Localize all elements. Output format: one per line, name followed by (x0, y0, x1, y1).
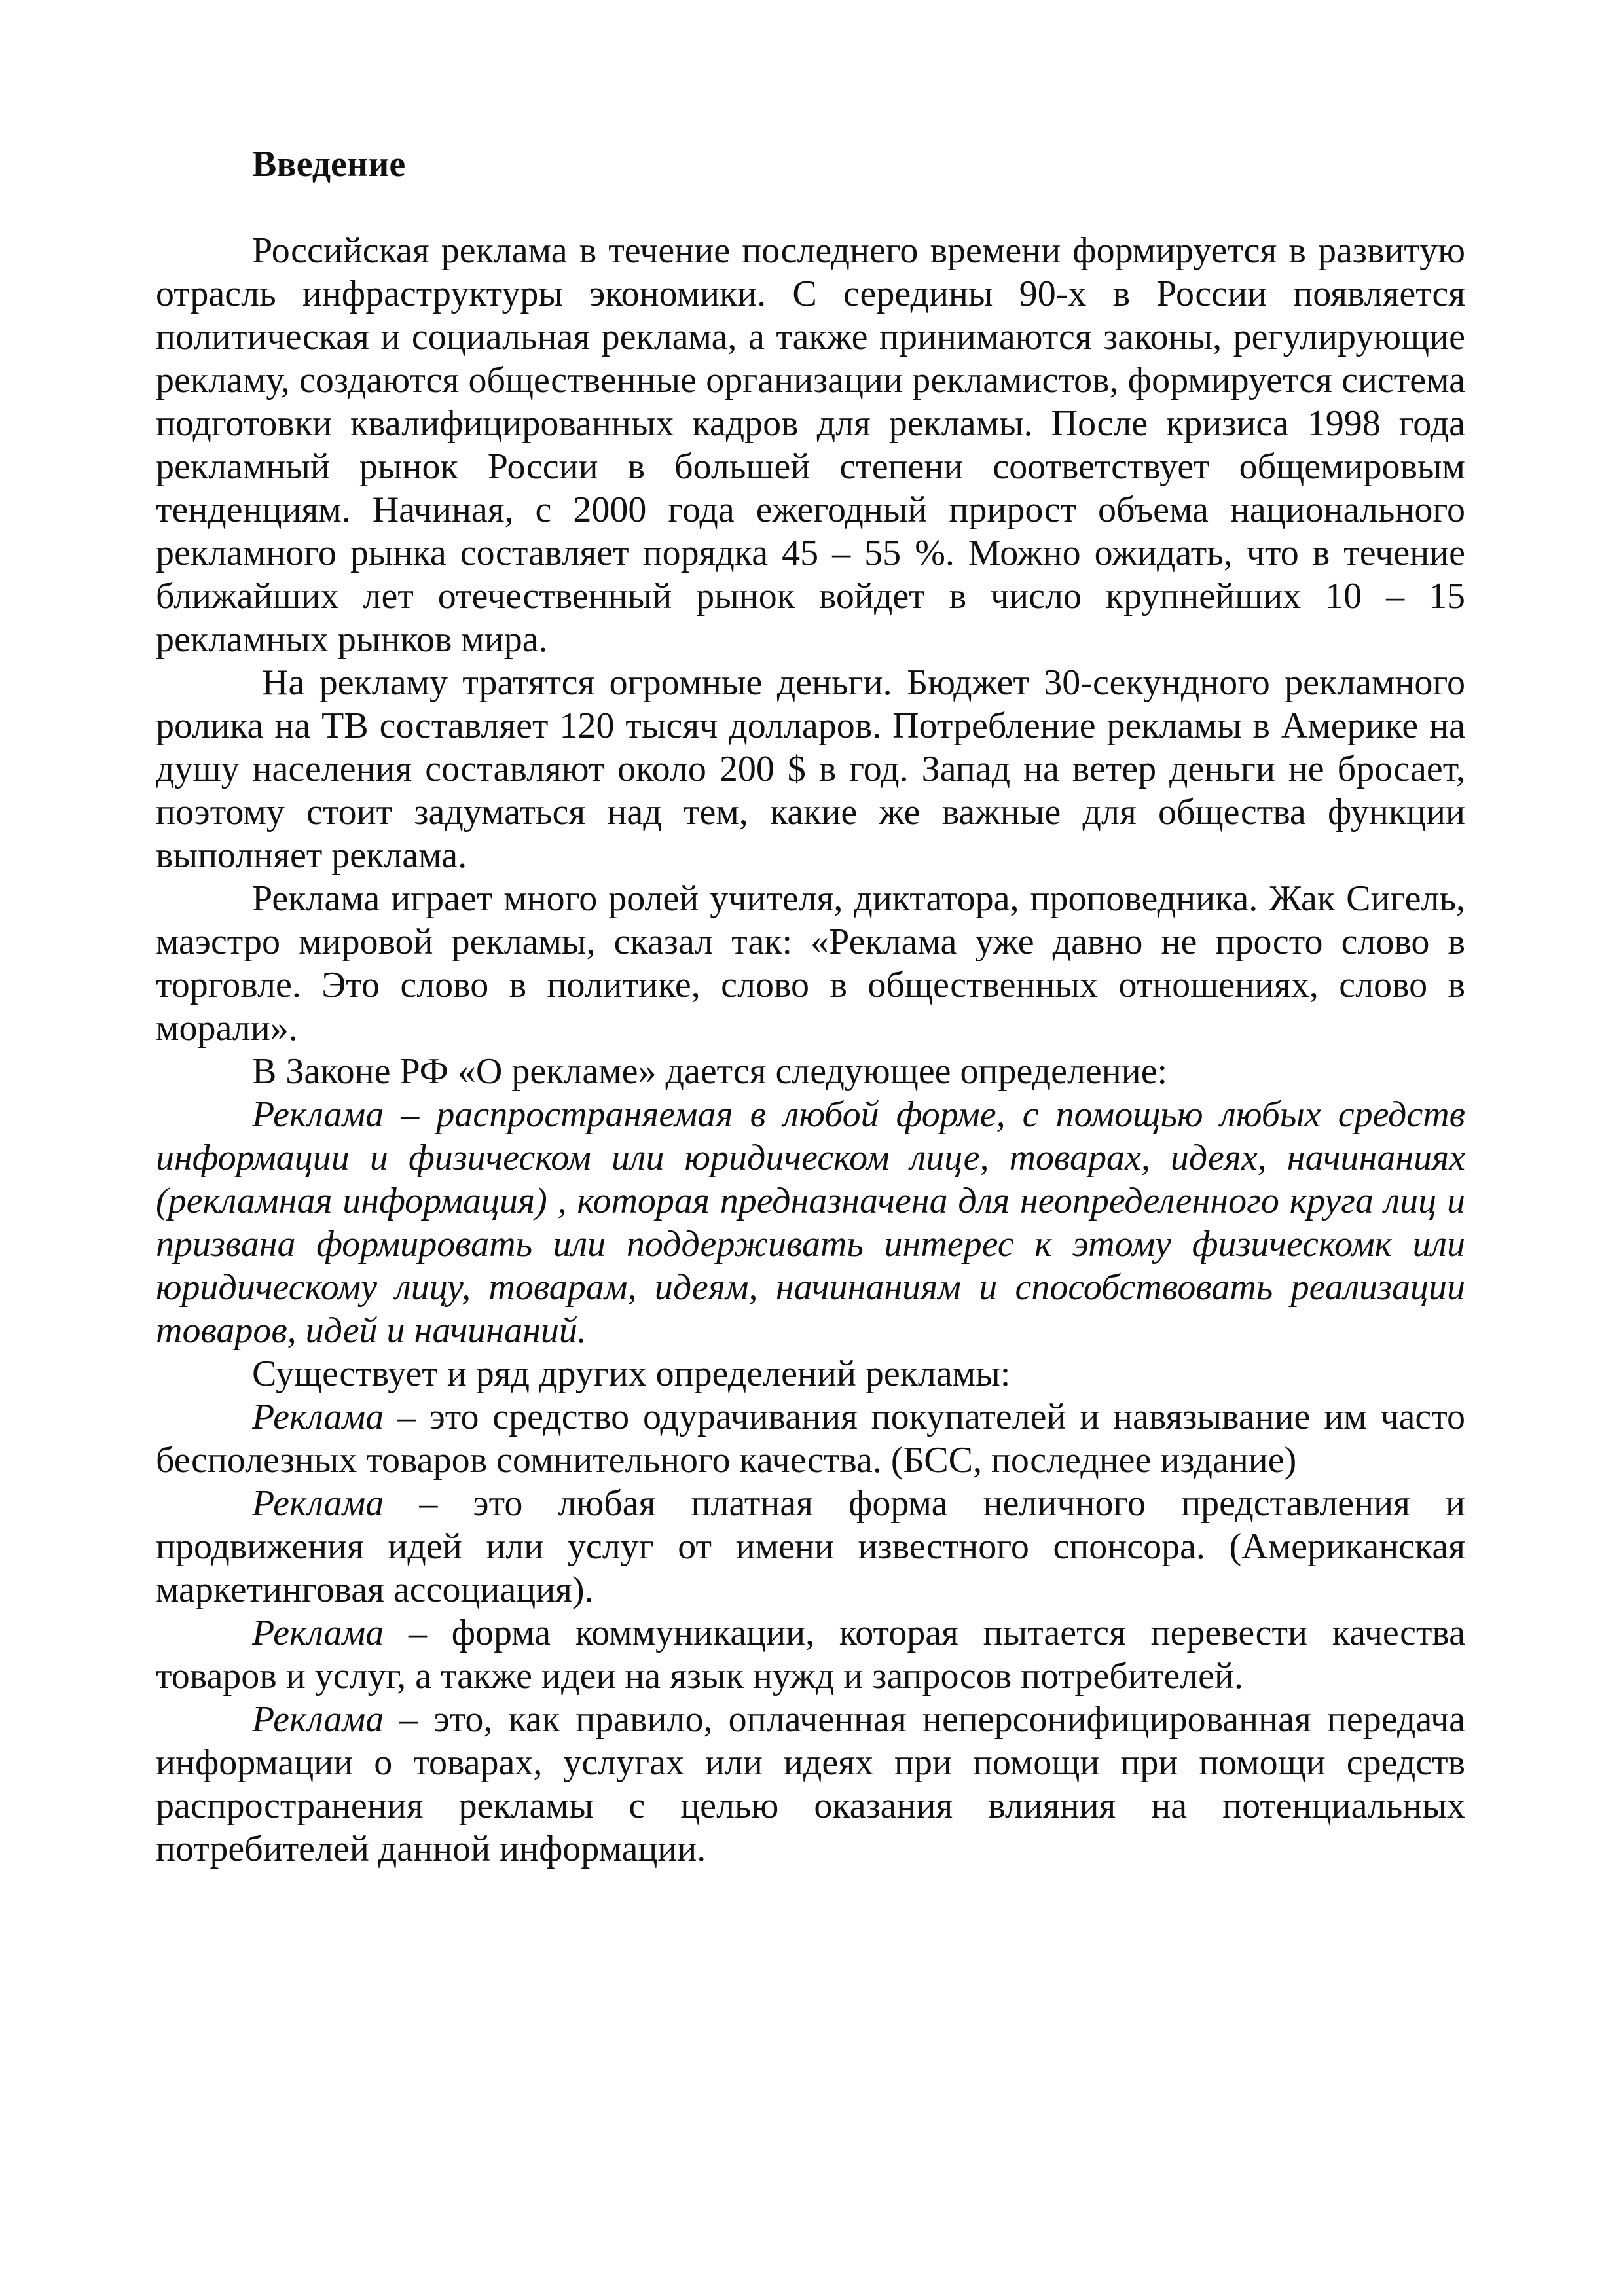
definition-text: – форма коммуникации, которая пытается перевести качества товаров и услуг, а также идеи на язык нужд и запросов потребителей. (156, 1613, 1465, 1696)
section-heading: Введение (252, 144, 406, 185)
definition-term: Реклама (252, 1483, 384, 1524)
paragraph-other-definitions: Существует и ряд других определений рекламы: (252, 1354, 1011, 1394)
definition-paid-transfer (156, 1698, 1465, 1871)
paragraph-intro-market: Российская реклама в течение последнего времени формируется в развитую отрасль инфраструктуры экономики. С середины 90-х в России появляется политическая и социальная реклама, а также принимаются законы, регулирующие рекламу, создаются общественные организации рекламистов, формируется система подготовки квалифицированных кадров для рекламы. После кризиса 1998 года рекламный рынок России в большей степени соответствует общемировым тенденциям. Начиная, с 2000 года ежегодный прирост объема национального рекламного рынка составляет порядка 45 – 55 %. Можно ожидать, что в течение ближайших лет отечественный рынок войдет в число крупнейших 10 – 15 рекламных рынков мира. (156, 230, 1465, 660)
definition-term: Реклама (252, 1613, 384, 1653)
document-body (156, 143, 1465, 1871)
paragraph-ad-spending: На рекламу тратятся огромные деньги. Бюджет 30-секундного рекламного ролика на ТВ составляет 120 тысяч долларов. Потребление рекламы в Америке на душу населения составляют около 200 $ в год. Запад на ветер деньги не бросает, поэтому стоит задуматься над тем, какие же важные для общества функции выполняет реклама. (156, 662, 1465, 876)
definition-text: – это, как правило, оплаченная неперсонифицированная передача информации о товарах, услугах или идеях при помощи при помощи средств распространения рекламы с целью оказания влияния на потенциальных потребителей данной информации. (156, 1699, 1465, 1869)
definition-term: Реклама (252, 1397, 384, 1437)
paragraph-law-definition: Реклама – распространяемая в любой форме, с помощью любых средств информации и физическом или юридическом лице, товарах, идеях, начинаниях (рекламная информация) , которая предназначена для неопределенного круга лиц и призвана формировать или поддерживать интерес к этому физическомк или юридическому лицу, товарам, идеям, начинаниям и способствовать реализации товаров, идей и начинаний. (156, 1094, 1465, 1351)
definition-text: – это любая платная форма неличного представления и продвижения идей или услуг от имени известного спонсора. (Американская маркетинговая ассоциация). (156, 1483, 1465, 1610)
paragraph-ad-roles: Реклама играет много ролей учителя, диктатора, проповедника. Жак Сигель, маэстро мировой рекламы, сказал так: «Реклама уже давно не просто слово в торговле. Это слово в политике, слово в общественных отношениях, слово в морали». (156, 878, 1465, 1049)
definition-ama (156, 1482, 1465, 1611)
definition-text: – это средство одурачивания покупателей и навязывание им часто бесполезных товаров сомнительного качества. (БСС, последнее издание) (156, 1397, 1465, 1480)
definition-term: Реклама (252, 1699, 384, 1740)
definition-communication (156, 1611, 1465, 1698)
paragraph-law-intro: В Законе РФ «О рекламе» дается следующее определение: (252, 1051, 1168, 1092)
definition-bss (156, 1395, 1465, 1482)
